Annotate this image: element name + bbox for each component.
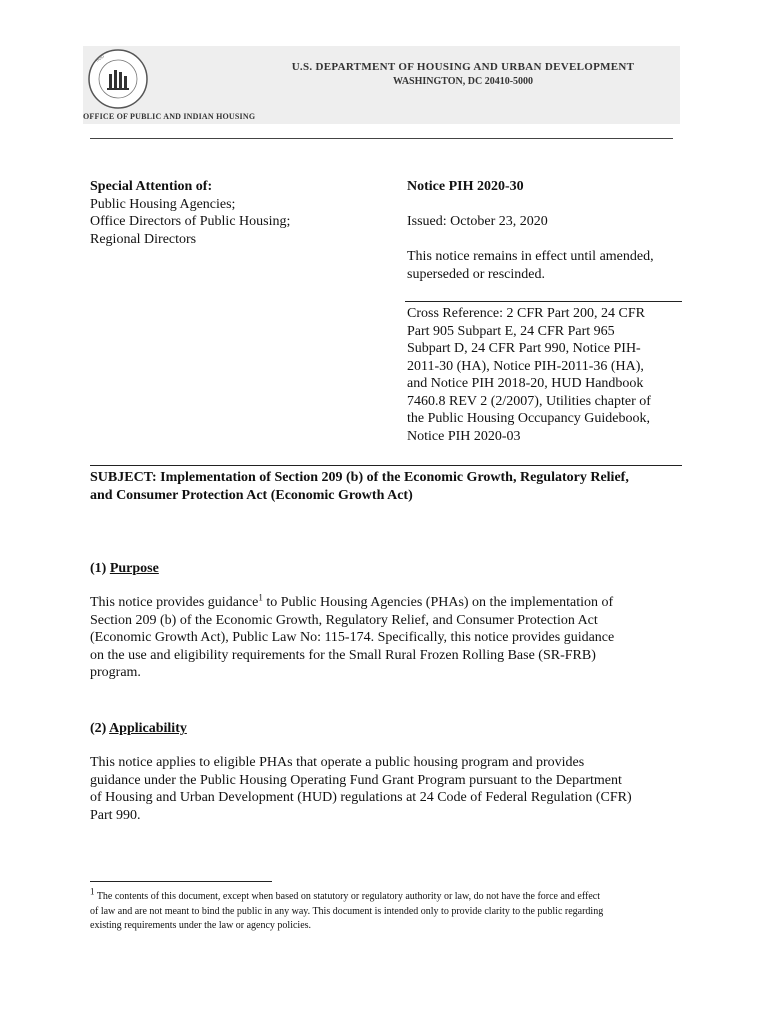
agency-name: U.S. DEPARTMENT OF HOUSING AND URBAN DEVELOPMENT (291, 61, 635, 73)
footnote-line: of law and are not meant to bind the public in any way. This document is intended only to provide clarity to the public regarding (90, 905, 604, 917)
applicability-paragraph (90, 754, 690, 824)
applicability-title: Applicability (109, 721, 187, 736)
cross-reference-line: and Notice PIH 2018-20, HUD Handbook (407, 376, 644, 391)
notice-number: Notice PIH 2020-30 (407, 179, 524, 194)
applicability-line: guidance under the Public Housing Operating Fund Grant Program pursuant to the Department (90, 772, 622, 788)
purpose-line: Section 209 (b) of the Economic Growth, Regulatory Relief, and Consumer Protection Act (90, 612, 598, 628)
svg-text:HUD: HUD (94, 53, 105, 63)
footnote-divider (90, 881, 272, 882)
cross-reference-line: Cross Reference: 2 CFR Part 200, 24 CFR (407, 306, 645, 321)
subject-line: and Consumer Protection Act (Economic Growth Act) (90, 487, 413, 503)
hud-seal-icon (87, 48, 149, 110)
notice-info-block (407, 178, 687, 283)
special-attention-heading: Special Attention of: (90, 179, 213, 194)
purpose-text: to Public Housing Agencies (PHAs) on the implementation of (262, 595, 614, 610)
footnote-line: existing requirements under the law or agency policies. (90, 920, 312, 931)
effect-line: superseded or rescinded. (407, 266, 546, 282)
agency-city: WASHINGTON, DC 20410-5000 (392, 76, 534, 87)
purpose-text: This notice provides guidance (90, 595, 259, 610)
subject-divider (90, 465, 682, 466)
attention-line: Regional Directors (90, 231, 197, 247)
purpose-line: on the use and eligibility requirements for the Small Rural Frozen Rolling Base (SR-FRB) (90, 647, 596, 663)
applicability-line: of Housing and Urban Development (HUD) regulations at 24 Code of Federal Regulation (CFR) (90, 790, 632, 805)
effect-line: This notice remains in effect until amended, (407, 249, 654, 264)
applicability-line: Part 990. (90, 807, 141, 823)
subject-line: SUBJECT: Implementation of Section 209 (b) of the Economic Growth, Regulatory Relief, (90, 470, 629, 485)
purpose-line (90, 594, 690, 612)
special-attention-block (90, 178, 380, 248)
applicability-line: This notice applies to eligible PHAs that operate a public housing program and provides (90, 755, 585, 770)
cross-reference-line: 7460.8 REV 2 (2/2007), Utilities chapter of (407, 393, 651, 409)
cross-reference-block (407, 305, 692, 445)
letterhead (83, 46, 680, 124)
cross-reference-divider (405, 301, 682, 302)
applicability-number: (2) (90, 721, 107, 736)
attention-line: Office Directors of Public Housing; (90, 214, 291, 229)
office-name: OFFICE OF PUBLIC AND INDIAN HOUSING (83, 112, 256, 121)
applicability-heading (90, 720, 187, 738)
cross-reference-line: 2011-30 (HA), Notice PIH-2011-36 (HA), (407, 358, 644, 374)
attention-line: Public Housing Agencies; (90, 196, 236, 212)
purpose-heading (90, 560, 159, 578)
purpose-paragraph (90, 594, 690, 682)
subject-block (90, 469, 690, 504)
cross-reference-line: the Public Housing Occupancy Guidebook, (407, 411, 651, 426)
footnote-line (90, 886, 685, 905)
purpose-line: program. (90, 665, 141, 680)
cross-reference-line: Subpart D, 24 CFR Part 990, Notice PIH- (407, 341, 641, 356)
cross-reference-line: Part 905 Subpart E, 24 CFR Part 965 (407, 323, 615, 339)
letterhead-divider (90, 138, 673, 139)
footnote (90, 886, 685, 934)
footnote-text: The contents of this document, except when based on statutory or regulatory authority or law, do not have the force and effect (94, 891, 600, 902)
purpose-title: Purpose (109, 561, 159, 576)
footnote-mark: 1 (90, 886, 95, 897)
purpose-line: (Economic Growth Act), Public Law No: 115-174. Specifically, this notice provides guidance (90, 630, 615, 645)
purpose-number: (1) (90, 561, 107, 576)
footnote-reference[interactable]: 1 (258, 592, 263, 603)
cross-reference-line: Notice PIH 2020-03 (407, 428, 521, 444)
issued-date: Issued: October 23, 2020 (407, 214, 548, 229)
